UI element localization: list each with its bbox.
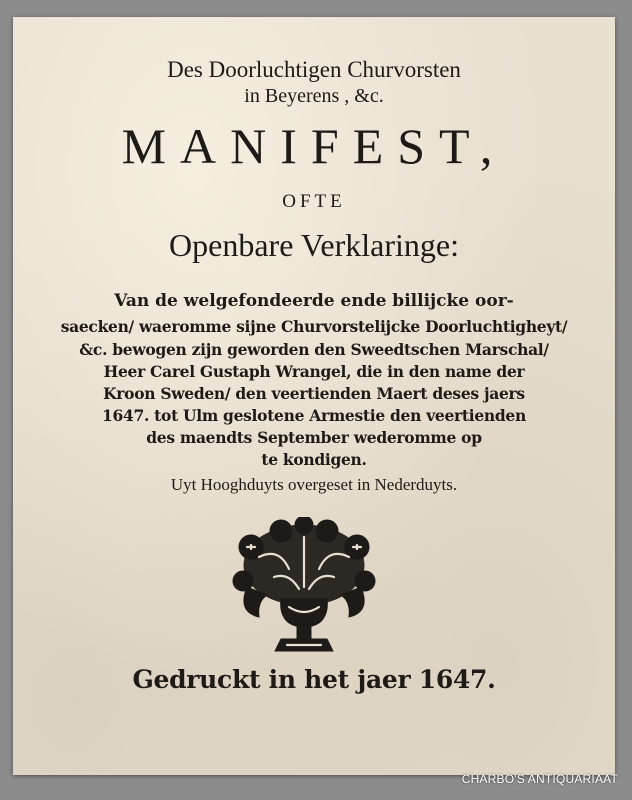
flower-vase-woodcut-icon (229, 517, 379, 662)
heading-line-2: in Beyerens , &c. (244, 85, 384, 107)
body-line: Heer Carel Gustaph Wrangel, die in den name der (103, 362, 525, 381)
body-line: te kondigen. (261, 450, 367, 469)
body-line: &c. bewogen zijn geworden den Sweedtschen Marschal/ (79, 340, 549, 359)
body-line: Van de welgefondeerde ende billijcke oor- (114, 291, 514, 311)
heading-line-1: Des Doorluchtigen Churvorsten (167, 57, 461, 82)
body-line: 1647. tot Ulm geslotene Armestie den veertienden (102, 406, 526, 425)
body-line: saecken/ waeromme sijne Churvorstelijcke Doorluchtigheyt/ (60, 317, 568, 336)
body-line: Kroon Sweden/ den veertienden Maert deses jaers (103, 384, 525, 403)
document-title: MANIFEST, (121, 118, 507, 174)
dealer-watermark: CHARBO'S ANTIQUARIAAT (461, 772, 618, 786)
translation-note: Uyt Hooghduyts overgeset in Nederduyts. (170, 475, 458, 494)
imprint-line: Gedruckt in het jaer 1647. (132, 665, 496, 694)
document-page (13, 17, 615, 775)
document-subtitle: Openbare Verklaringe: (169, 227, 459, 263)
ofte-word: OFTE (282, 191, 346, 212)
body-line: des maendts September wederomme op (146, 428, 482, 447)
